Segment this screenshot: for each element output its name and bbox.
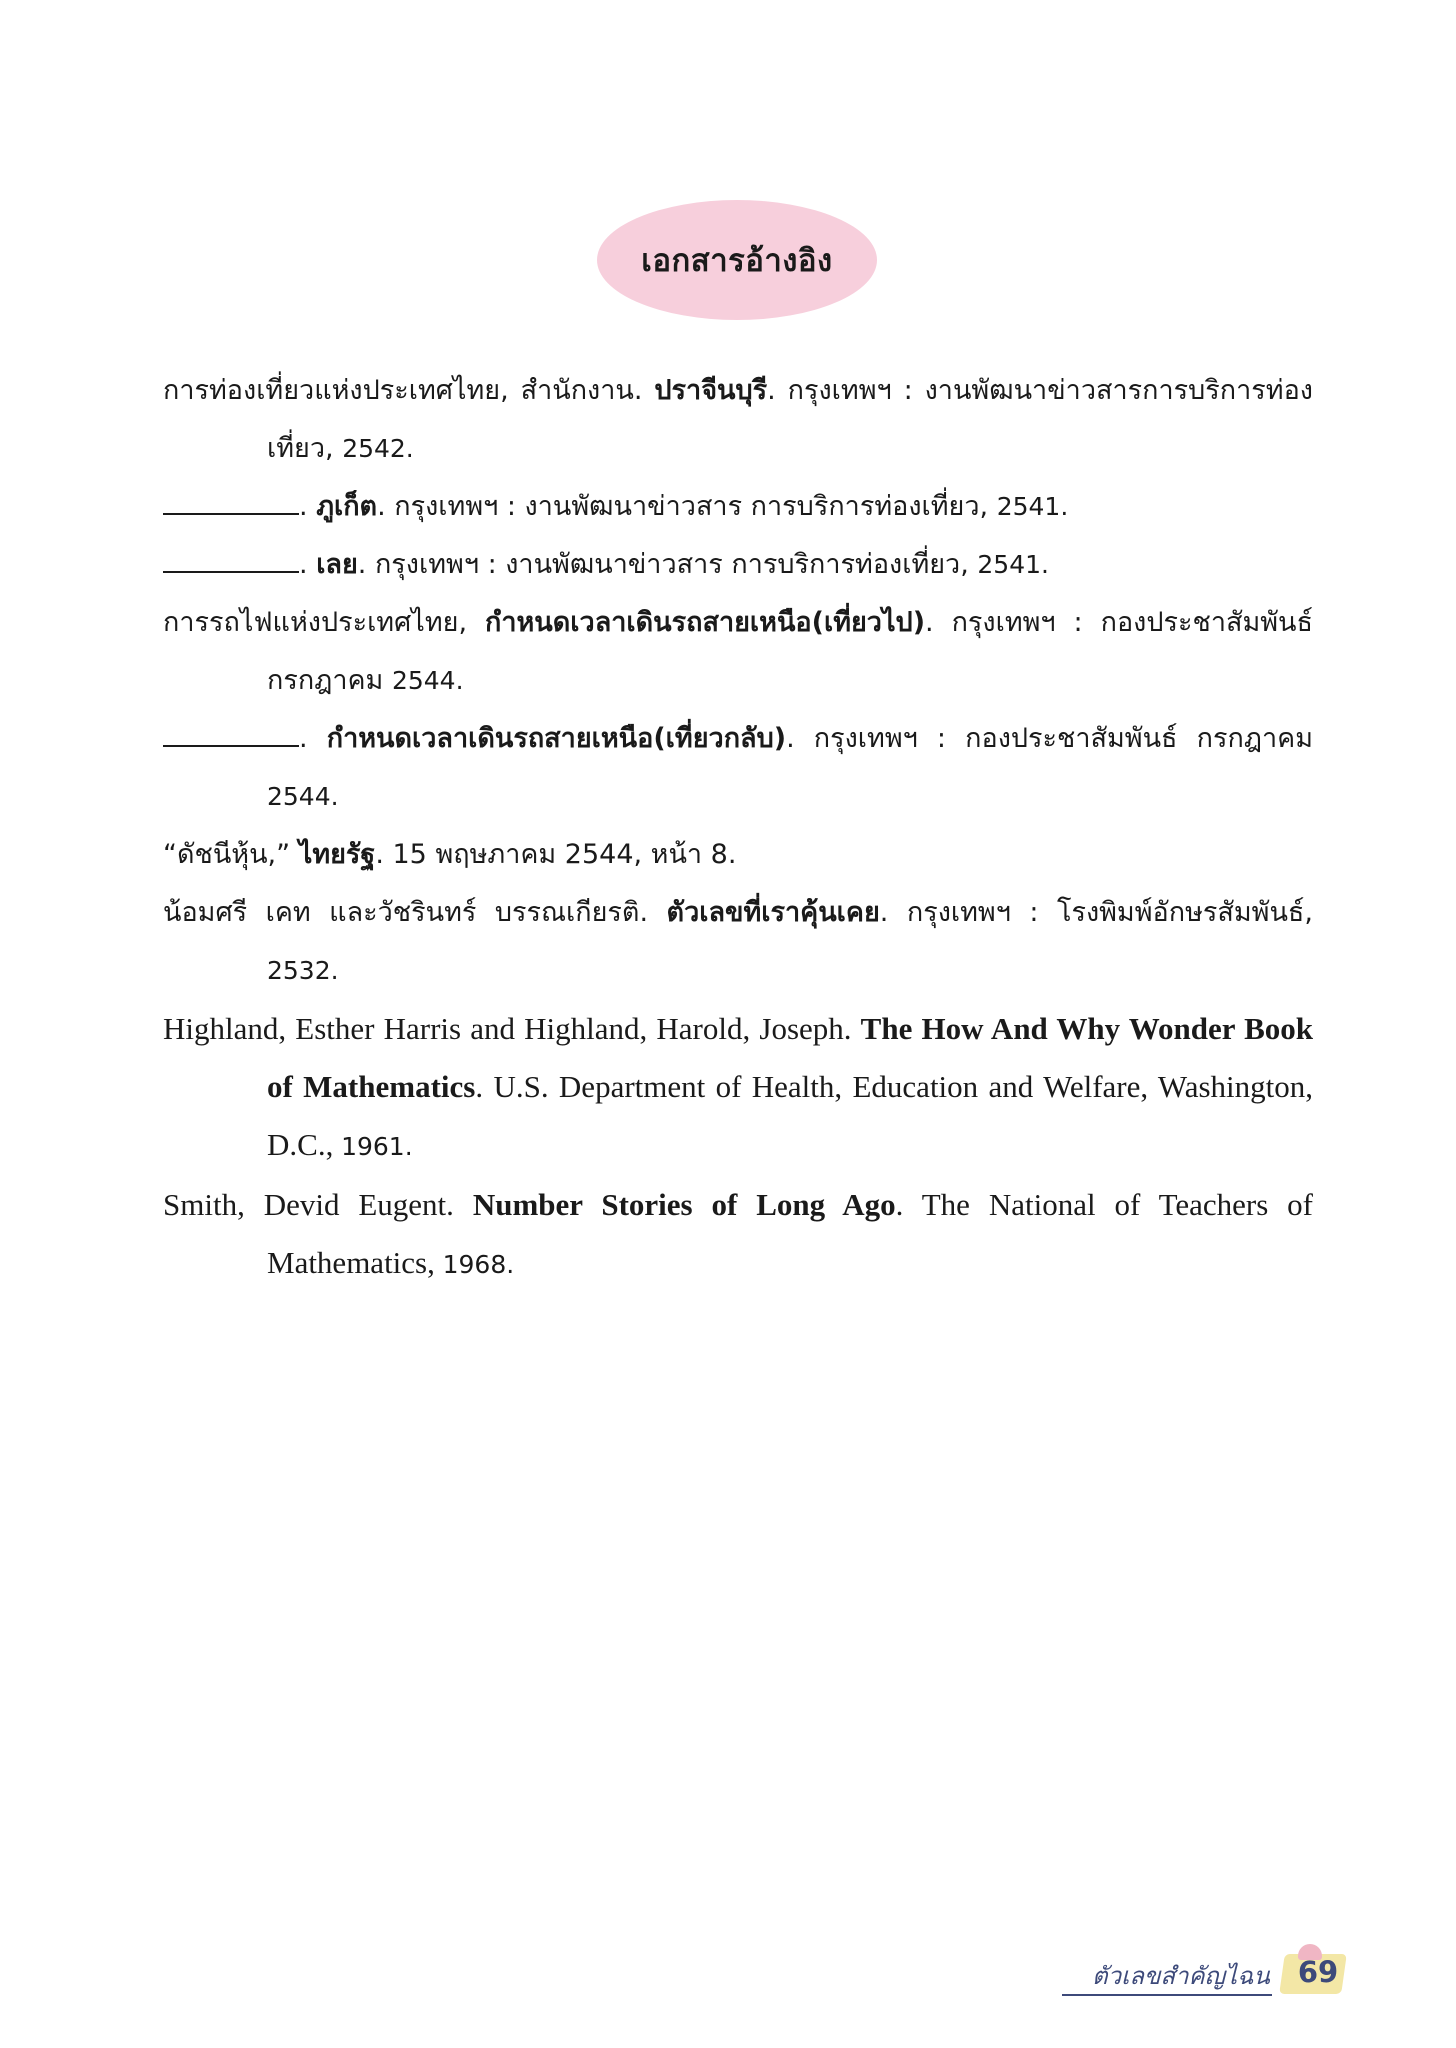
reference-publisher: . กรุงเทพฯ : งานพัฒนาข่าวสาร การบริการท่องเที่ยว,	[357, 549, 969, 580]
reference-year: 2542.	[342, 434, 414, 463]
reference-title: ตัวเลขที่เราคุ้นเคย	[666, 897, 880, 928]
reference-item-8	[163, 1000, 1313, 1176]
footer-book-title: ตัวเลขสำคัญไฉน	[1092, 1962, 1270, 1990]
reference-publisher: . กรุงเทพฯ : กองประชาสัมพันธ์ กรกฎาคม	[267, 607, 1313, 696]
reference-publisher: . 15 พฤษภาคม 2544, หน้า 8.	[375, 839, 737, 870]
reference-title: The How And Why Wonder Book of Mathematics	[267, 1011, 1314, 1104]
reference-item-9	[163, 1176, 1313, 1294]
reference-year: 1968.	[442, 1250, 515, 1279]
ditto-line	[163, 551, 299, 573]
reference-prefix: .	[299, 549, 308, 580]
reference-prefix: .	[299, 723, 308, 754]
reference-author: การท่องเที่ยวแห่งประเทศไทย, สำนักงาน.	[163, 375, 643, 406]
reference-item-6	[163, 826, 1313, 884]
reference-prefix: .	[299, 491, 308, 522]
reference-item-1	[163, 362, 1313, 478]
reference-title: ไทยรัฐ	[298, 839, 376, 870]
reference-author: น้อมศรี เคท และวัชรินทร์ บรรณเกียรติ.	[163, 897, 649, 928]
page-title: เอกสารอ้างอิง	[641, 243, 833, 279]
reference-publisher: . The National of Teachers of Mathematics,	[267, 1187, 1313, 1280]
ditto-line	[163, 725, 299, 747]
reference-publisher: . กรุงเทพฯ : กองประชาสัมพันธ์ กรกฎาคม	[786, 723, 1313, 754]
reference-publisher: . กรุงเทพฯ : โรงพิมพ์อักษรสัมพันธ์,	[879, 897, 1313, 928]
footer-underline	[1062, 1994, 1272, 1996]
title-badge	[597, 200, 877, 320]
reference-item-5	[163, 710, 1313, 826]
reference-year: 2532.	[267, 956, 339, 985]
reference-title: ปราจีนบุรี	[654, 375, 768, 406]
reference-title: Number Stories of Long Ago	[472, 1187, 896, 1222]
reference-author: Highland, Esther Harris and Highland, Harold, Joseph.	[163, 1011, 852, 1046]
reference-item-4	[163, 594, 1313, 710]
reference-title: เลย	[316, 549, 358, 580]
reference-title: ภูเก็ต	[316, 491, 378, 522]
ditto-line	[163, 493, 299, 515]
reference-publisher: . กรุงเทพฯ : งานพัฒนาข่าวสารการบริการท่องเที่ยว,	[267, 375, 1313, 464]
reference-title: กำหนดเวลาเดินรถสายเหนือ(เที่ยวกลับ)	[326, 723, 787, 754]
reference-author: “ดัชนีหุ้น,”	[163, 839, 291, 870]
page-footer	[1060, 1944, 1350, 2004]
reference-publisher: . กรุงเทพฯ : งานพัฒนาข่าวสาร การบริการท่องเที่ยว,	[377, 491, 989, 522]
reference-year: 2541.	[977, 550, 1049, 579]
reference-year: 2544.	[391, 666, 464, 695]
reference-title: กำหนดเวลาเดินรถสายเหนือ(เที่ยวไป)	[485, 607, 926, 638]
reference-author: Smith, Devid Eugent.	[163, 1187, 454, 1222]
reference-year: 2541.	[996, 492, 1069, 521]
page-number: 69	[1297, 1955, 1339, 1989]
reference-item-3	[163, 536, 1313, 594]
reference-author: การรถไฟแห่งประเทศไทย,	[163, 607, 468, 638]
reference-publisher: . U.S. Department of Health, Education and Welfare, Washington, D.C.,	[267, 1069, 1313, 1162]
reference-item-7	[163, 884, 1313, 1000]
reference-year: 1961.	[341, 1132, 413, 1161]
reference-year: 2544.	[267, 782, 339, 811]
reference-list	[163, 362, 1313, 1294]
reference-item-2	[163, 478, 1313, 536]
